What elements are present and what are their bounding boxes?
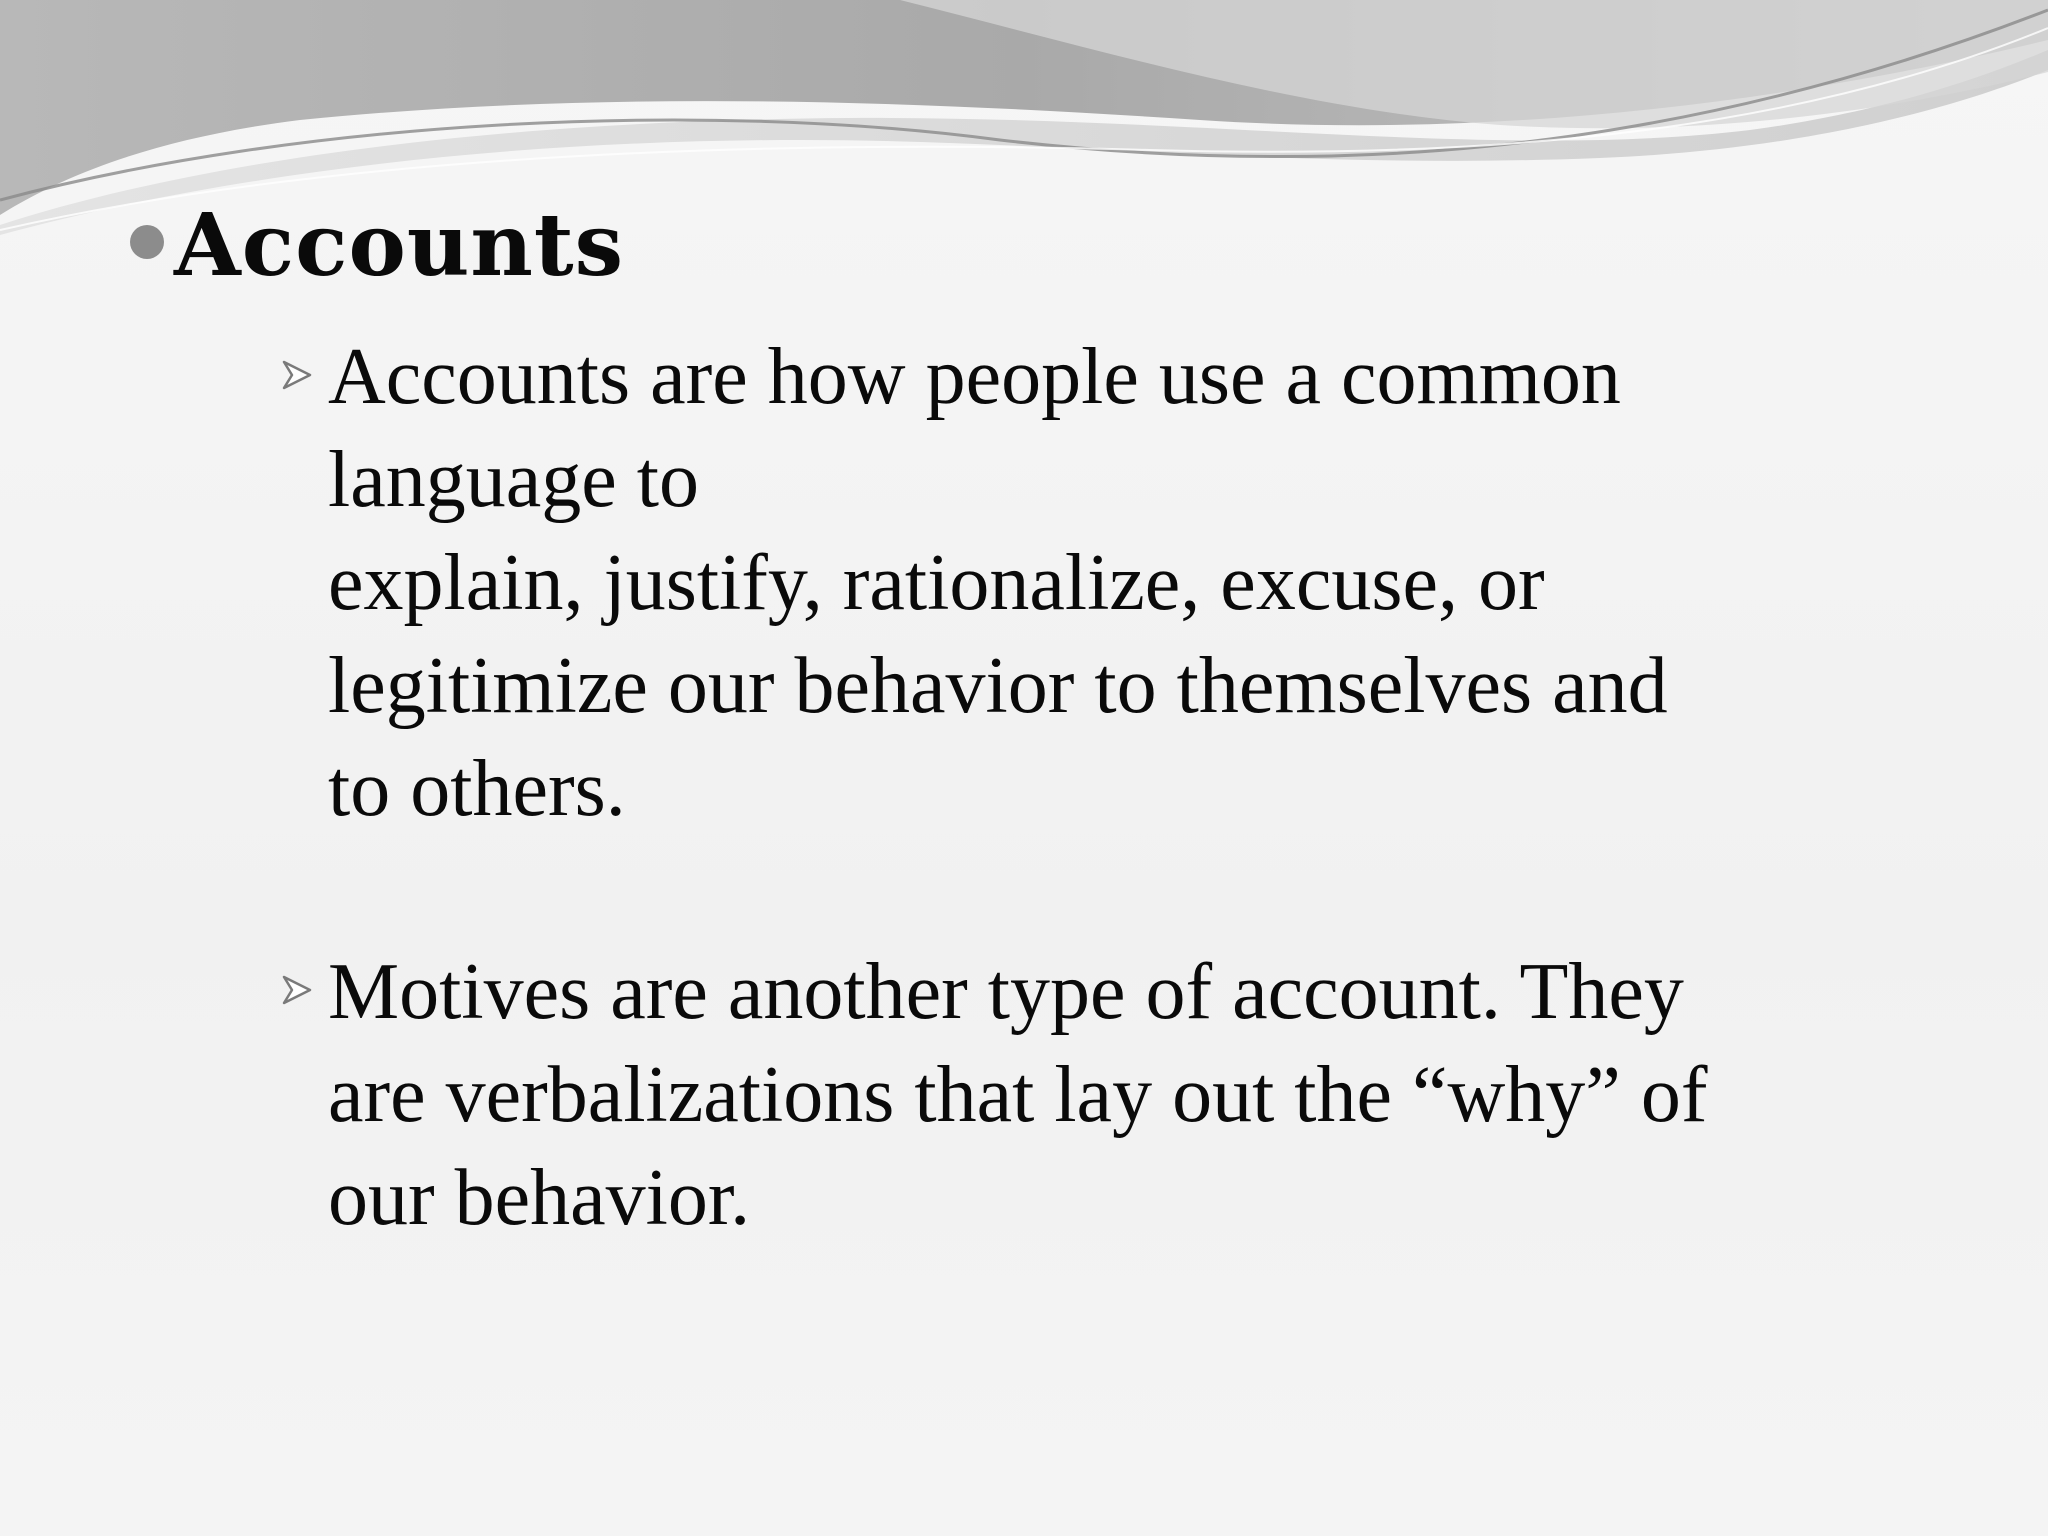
sub-bullet-list [276, 326, 1916, 1250]
main-bullet [130, 196, 624, 296]
arrow-bullet-icon [280, 358, 314, 392]
slide-heading: Accounts [174, 195, 625, 296]
sub-bullet-item [276, 941, 1916, 1250]
sub-bullet-text: Accounts are how people use a common language to explain, justify, rationalize, excuse, or legitimize our behavior to themselves and to others. [328, 333, 1668, 833]
bullet-dot-icon [130, 225, 164, 259]
sub-bullet-item [276, 326, 1916, 841]
sub-bullet-text: Motives are another type of account. They are verbalizations that lay out the “why” of our behavior. [328, 948, 1708, 1242]
arrow-bullet-icon [280, 973, 314, 1007]
